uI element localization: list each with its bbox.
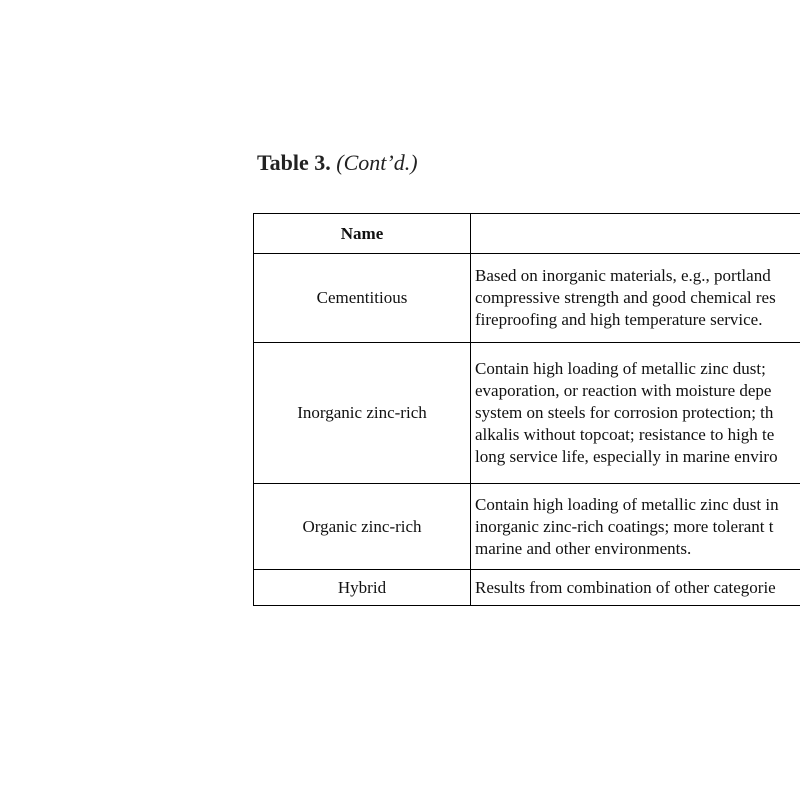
- description-line: marine and other environments.: [475, 538, 692, 558]
- coating-description-cell: [471, 254, 800, 343]
- table-caption: [257, 150, 418, 176]
- description-line: Results from combination of other categorie: [475, 577, 776, 597]
- table-caption-label: Table 3.: [257, 150, 331, 175]
- coating-name-cell: Organic zinc-rich: [254, 484, 471, 570]
- table-row: [254, 254, 800, 343]
- coating-description-cell: [471, 484, 800, 570]
- coating-description-cell: [471, 570, 800, 606]
- description-line: Contain high loading of metallic zinc dust;: [475, 359, 766, 378]
- column-header-name: Name: [254, 214, 471, 254]
- table-header-row: [254, 214, 800, 254]
- coating-types-table-viewport: [253, 213, 800, 613]
- description-line: inorganic zinc-rich coatings; more tolerant t: [475, 516, 774, 536]
- description-line: Based on inorganic materials, e.g., portland: [475, 266, 771, 285]
- table-row: [254, 484, 800, 570]
- description-line: alkalis without topcoat; resistance to high te: [475, 425, 775, 444]
- table-row: [254, 343, 800, 484]
- column-header-description: [471, 214, 800, 254]
- description-line: Contain high loading of metallic zinc dust in: [475, 494, 779, 514]
- description-line: long service life, especially in marine enviro: [475, 447, 778, 466]
- coating-description-cell: [471, 343, 800, 484]
- description-line: fireproofing and high temperature service.: [475, 310, 763, 329]
- coating-name-cell: Inorganic zinc-rich: [254, 343, 471, 484]
- table-row: [254, 570, 800, 606]
- coating-name-cell: Cementitious: [254, 254, 471, 343]
- description-line: compressive strength and good chemical res: [475, 288, 776, 307]
- coating-types-table: [253, 213, 800, 606]
- description-line: system on steels for corrosion protection; th: [475, 403, 774, 422]
- table-caption-continued: (Cont’d.): [336, 150, 418, 175]
- description-line: evaporation, or reaction with moisture depe: [475, 381, 772, 400]
- coating-name-cell: Hybrid: [254, 570, 471, 606]
